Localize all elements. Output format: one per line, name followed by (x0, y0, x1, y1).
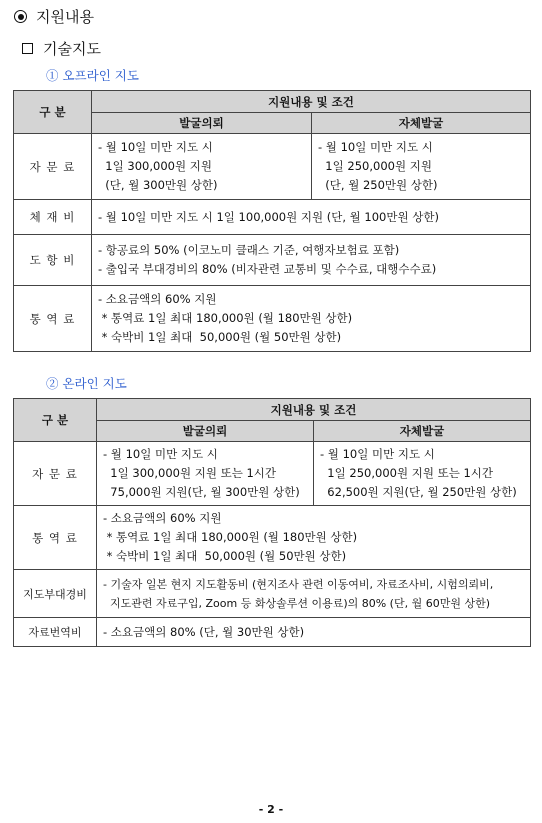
cell-line: 1일 300,000원 지원 또는 1시간 (103, 466, 276, 480)
header-category: 구 분 (14, 91, 92, 134)
cell-line: - 월 10일 미만 지도 시 (98, 140, 213, 154)
section-title: 지원내용 (36, 8, 94, 26)
square-bullet-icon (22, 43, 33, 54)
cell-line: - 월 10일 미만 지도 시 (318, 140, 433, 154)
online-table (13, 398, 531, 647)
cell-line: - 월 10일 미만 지도 시 (320, 447, 435, 461)
table-row (14, 442, 531, 506)
cell-line: 62,500원 지원(단, 월 250만원 상한) (320, 485, 517, 499)
header-group: 지원내용 및 조건 (92, 91, 531, 113)
row-label: 통 역 료 (14, 506, 97, 570)
cell-line: - 기술자 일본 현지 지도활동비 (현지조사 관련 이동여비, 자료조사비, 시험의뢰비, (103, 577, 494, 591)
row-label: 도 항 비 (14, 235, 92, 286)
cell-line: * 숙박비 1일 최대 50,000원 (월 50만원 상한) (98, 330, 342, 344)
cell-col1 (92, 134, 312, 200)
cell-col2 (312, 134, 531, 200)
row-label: 자료번역비 (14, 618, 97, 647)
row-label: 지도부대경비 (14, 570, 97, 618)
header-category: 구 분 (14, 399, 97, 442)
cell-line: 75,000원 지원(단, 월 300만원 상한) (103, 485, 300, 499)
table-row (14, 506, 531, 570)
cell-line: (단, 월 300만원 상한) (98, 178, 218, 192)
row-label: 자 문 료 (14, 442, 97, 506)
online-title: ② 온라인 지도 (46, 376, 127, 391)
header-col2: 자체발굴 (312, 113, 531, 134)
offline-title: ① 오프라인 지도 (46, 68, 139, 83)
cell-col2 (314, 442, 531, 506)
cell-line: - 소요금액의 60% 지원 (98, 292, 217, 306)
cell-wide (97, 618, 531, 647)
section-heading (14, 6, 94, 27)
cell-col1 (97, 442, 314, 506)
cell-line: * 통역료 1일 최대 180,000원 (월 180만원 상한) (98, 311, 353, 325)
cell-wide (97, 506, 531, 570)
table-row (14, 200, 531, 235)
cell-line: 지도관련 자료구입, Zoom 등 화상솔루션 이용료)의 80% (단, 월 60만원 상한) (103, 596, 491, 610)
table-row (14, 235, 531, 286)
cell-wide (92, 200, 531, 235)
table-row (14, 618, 531, 647)
table-row (14, 570, 531, 618)
row-label: 자 문 료 (14, 134, 92, 200)
cell-line: 1일 300,000원 지원 (98, 159, 212, 173)
subsection-title: 기술지도 (43, 40, 101, 58)
cell-line: (단, 월 250만원 상한) (318, 178, 438, 192)
header-group: 지원내용 및 조건 (97, 399, 531, 421)
cell-line: - 소요금액의 80% (단, 월 30만원 상한) (103, 624, 305, 639)
header-col2: 자체발굴 (314, 421, 531, 442)
cell-wide (97, 570, 531, 618)
cell-line: - 월 10일 미만 지도 시 (103, 447, 218, 461)
header-col1: 발굴의뢰 (97, 421, 314, 442)
cell-line: * 통역료 1일 최대 180,000원 (월 180만원 상한) (103, 530, 358, 544)
row-label: 통 역 료 (14, 286, 92, 352)
subsection-heading (22, 38, 101, 59)
table-row (14, 286, 531, 352)
cell-line: * 숙박비 1일 최대 50,000원 (월 50만원 상한) (103, 549, 347, 563)
radio-bullet-icon (14, 10, 27, 23)
cell-line: - 출입국 부대경비의 80% (비자관련 교통비 및 수수료, 대행수수료) (98, 262, 437, 276)
header-col1: 발굴의뢰 (92, 113, 312, 134)
cell-wide (92, 235, 531, 286)
cell-line: - 항공료의 50% (이코노미 클래스 기준, 여행자보험료 포함) (98, 243, 400, 257)
table-row (14, 134, 531, 200)
cell-line: 1일 250,000원 지원 (318, 159, 432, 173)
offline-table (13, 90, 531, 352)
page-number: - 2 - (258, 803, 284, 816)
cell-line: - 월 10일 미만 지도 시 1일 100,000원 지원 (단, 월 100만원 상한) (98, 209, 439, 224)
cell-line: - 소요금액의 60% 지원 (103, 511, 222, 525)
row-label: 체 재 비 (14, 200, 92, 235)
cell-wide (92, 286, 531, 352)
cell-line: 1일 250,000원 지원 또는 1시간 (320, 466, 493, 480)
